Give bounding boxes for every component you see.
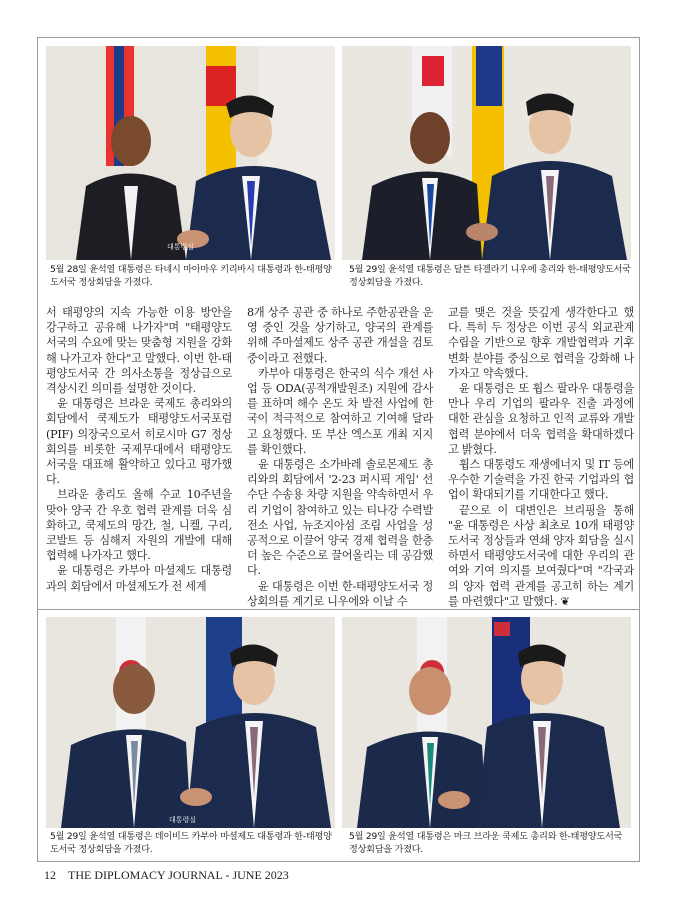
paragraph: 윤 대통령은 카부아 마셜제도 대통령과의 회담에서 마셜제도가 전 세계 xyxy=(46,564,232,593)
photo-niue-meeting xyxy=(342,46,631,260)
article-column-2 xyxy=(247,305,433,609)
paragraph: 윤 대통령은 브라운 쿡제도 총리와의 회담에서 쿡제도가 태평양도서국포럼(PIF) 의장국으로서 히로시마 G7 정상회의를 비롯한 국제무대에서 태평양도서국을 대표해 활약하고 있다고 평가했다. xyxy=(46,397,232,487)
photo-caption: 5월 29일 윤석열 대통령은 마크 브라운 쿡제도 총리와 한-태평양도서국 정상회담을 가졌다. xyxy=(349,832,623,855)
photo-illustration xyxy=(342,617,631,828)
paragraph: 교를 맺은 것을 뜻깊게 생각한다고 했다. 특히 두 정상은 이번 공식 외교관계 수립을 기반으로 향후 개발협력과 기후변화 분야를 중심으로 협력을 강화해 나가자고 약속했다. xyxy=(448,306,634,380)
page-number: 12 xyxy=(44,868,56,882)
end-mark-icon: ❦ xyxy=(560,594,570,608)
photo-watermark: 대통령실 xyxy=(169,816,197,824)
paragraph: 윤 대통령은 또 휩스 팔라우 대통령을 만나 우리 기업의 팔라우 진출 과정에 대한 관심을 요청하고 인적 교류와 개발 협력 분야에서 더욱 협력을 확대하겠다고 밝혔다. xyxy=(448,382,634,456)
paragraph: 브라운 총리도 올해 수교 10주년을 맞아 양국 간 우호 협력 관계를 더욱 심화하고, 쿡제도의 망간, 철, 니켈, 구리, 코발트 등 심해저 자원의 개발에 대해 협력해 나가자고 했다. xyxy=(46,488,232,563)
paragraph xyxy=(448,503,634,609)
photo-illustration xyxy=(46,617,335,828)
paragraph: 윤 대통령은 소가바레 솔로몬제도 총리와의 회담에서 '2-23 퍼시픽 게임' 선수단 수송용 차량 지원을 약속하면서 우리 기업이 참여하고 있는 티나강 수력발전소 사업, 뉴조지아섬 조림 사업을 성공적으로 이끌어 양국 경제 협력을 한층 더 높은 수준으로 끌어올리는 데 공감했다. xyxy=(247,458,433,578)
photo-caption: 5월 28일 윤석열 대통령은 타네시 마아마우 키리바시 대통령과 한-태평양도서국 정상회담을 가졌다. xyxy=(50,265,332,288)
paragraph: 8개 상주 공관 중 하나로 주한공관을 운영 중인 것을 상기하고, 양국의 관계를 위해 주마셜제도 상주 공관 개설을 검토 중이라고 전했다. xyxy=(247,306,433,365)
paragraph: 카부아 대통령은 한국의 식수 개선 사업 등 ODA(공적개발원조) 지원에 감사를 표하며 해수 온도 차 발전 사업에 한국이 적극적으로 참여하고 기여해 달라고 요청했다. 또 부산 엑스포 개최 지지를 확인했다. xyxy=(247,366,433,456)
photo-marshall-islands-meeting xyxy=(46,617,335,828)
photo-cook-islands-meeting xyxy=(342,617,631,828)
photo-illustration xyxy=(342,46,631,260)
photo-watermark: 대통령실 xyxy=(167,243,195,251)
photo-kiribati-meeting xyxy=(46,46,335,260)
paragraph-text: 끝으로 이 대변인은 브리핑을 통해 "윤 대통령은 사상 최초로 10개 태평양도서국 정상들과 연쇄 양자 회담을 실시하면서 태평양도서국에 대한 우리의 관여와 기여 의지를 보여줬다"며 "각국과의 양자 협력 관계를 공고히 하는 계기를 마련했다"고 말했다. xyxy=(448,503,634,608)
article-column-1 xyxy=(46,305,232,594)
photo-illustration xyxy=(46,46,335,260)
publication-title: THE DIPLOMACY JOURNAL - JUNE 2023 xyxy=(68,868,289,882)
paragraph: 서 태평양의 지속 가능한 이용 방안을 강구하고 공유해 나가자"며 "태평양도서국의 수요에 맞는 맞춤형 지원을 강화해 나가고자 한다"고 말했다. 이번 한-태평양도서국 간 의사소통을 정상급으로 격상시킨 의미를 설명한 것이다. xyxy=(46,306,232,396)
paragraph: 윤 대통령은 이번 한-태평양도서국 정상회의를 계기로 니우에와 이날 수 xyxy=(247,579,433,608)
paragraph: 휩스 대통령도 재생에너지 및 IT 등에 우수한 기술력을 가진 한국 기업과의 협업이 확대되기를 기대한다고 했다. xyxy=(448,458,634,502)
page-footer xyxy=(44,868,289,883)
photo-caption: 5월 29일 윤석열 대통령은 데이비드 카부아 마셜제도 대통령과 한-태평양도서국 정상회담을 가졌다. xyxy=(50,832,332,855)
photo-caption: 5월 29일 윤석열 대통령은 달튼 타겔라기 니우에 총리와 한-태평양도서국 정상회담을 가졌다. xyxy=(349,265,631,288)
article-column-3 xyxy=(448,305,634,609)
article-body xyxy=(46,305,636,615)
